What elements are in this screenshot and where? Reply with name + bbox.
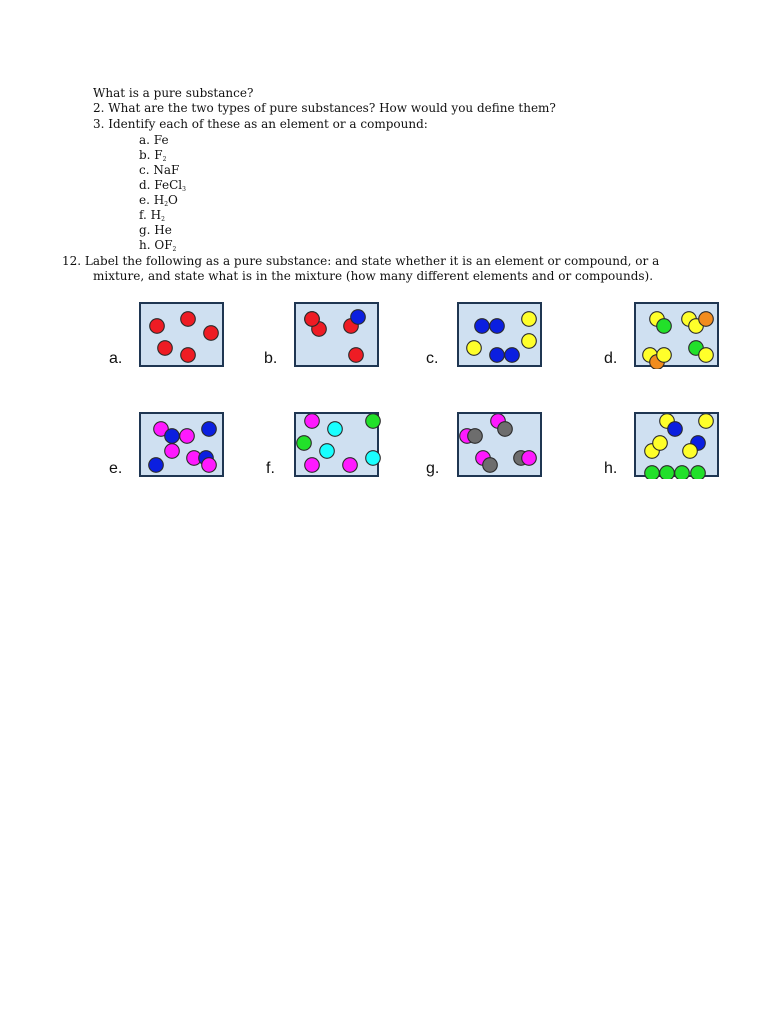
red-atom xyxy=(204,326,219,341)
question-3: 3. Identify each of these as an element or a compound: xyxy=(93,117,428,131)
q3-item-text: e. H xyxy=(139,193,165,207)
particle xyxy=(154,422,195,444)
particle xyxy=(650,312,672,334)
particle-diagram-a xyxy=(139,302,224,367)
particle xyxy=(149,458,164,473)
diagram-svg xyxy=(459,304,544,369)
diagram-svg xyxy=(141,414,226,479)
green-atom xyxy=(675,466,690,479)
magenta-atom xyxy=(180,429,195,444)
particle xyxy=(366,451,381,466)
red-atom xyxy=(181,312,196,327)
yellow-atom xyxy=(522,312,537,327)
green-atom xyxy=(657,319,672,334)
particle xyxy=(460,429,483,444)
particle xyxy=(522,312,537,327)
q3-item-text: f. H xyxy=(139,208,162,222)
particle xyxy=(204,326,219,341)
diagram-svg xyxy=(296,414,381,479)
yellow-atom xyxy=(467,341,482,356)
blue-atom xyxy=(490,319,505,334)
q3-item-c xyxy=(139,163,179,178)
particle xyxy=(514,451,537,466)
particle-diagram-e xyxy=(139,412,224,477)
diagram-label-b: b. xyxy=(264,350,278,367)
cyan-atom xyxy=(320,444,335,459)
diagram-label-a: a. xyxy=(109,350,123,367)
subscript: 2 xyxy=(172,246,177,253)
gray-atom xyxy=(483,458,498,473)
particle xyxy=(187,451,217,473)
q3-item-text: a. Fe xyxy=(139,133,169,147)
particle xyxy=(366,414,381,428)
particle xyxy=(645,436,668,459)
subscript: 2 xyxy=(164,201,169,208)
particle xyxy=(181,312,196,327)
particle xyxy=(683,436,706,459)
subscript: 2 xyxy=(162,156,167,163)
blue-atom xyxy=(202,422,217,437)
gray-atom xyxy=(468,429,483,444)
yellow-atom xyxy=(699,414,714,428)
yellow-atom xyxy=(657,348,672,363)
particle xyxy=(320,444,335,459)
diagram-label-h: h. xyxy=(604,460,618,477)
particle xyxy=(343,458,358,473)
blue-atom xyxy=(475,319,490,334)
diagram-svg xyxy=(459,414,544,479)
question-1: What is a pure substance? xyxy=(93,86,254,100)
green-atom xyxy=(660,466,675,479)
red-atom xyxy=(305,312,320,327)
blue-atom xyxy=(505,348,520,363)
particle xyxy=(328,422,343,437)
particle xyxy=(475,319,505,334)
magenta-atom xyxy=(165,444,180,459)
particle xyxy=(158,341,173,356)
particle-diagram-g xyxy=(457,412,542,477)
blue-atom xyxy=(351,310,366,325)
particle-diagram-d xyxy=(634,302,719,367)
particle xyxy=(689,341,714,363)
magenta-atom xyxy=(305,458,320,473)
question-12-line-2: mixture, and state what is in the mixture (how many different elements and or compounds). xyxy=(93,269,654,283)
magenta-atom xyxy=(522,451,537,466)
magenta-atom xyxy=(343,458,358,473)
particle xyxy=(202,422,217,437)
particle xyxy=(645,466,706,479)
cyan-atom xyxy=(366,451,381,466)
q3-item-text: b. F xyxy=(139,148,163,162)
particle xyxy=(643,348,672,369)
diagram-label-c: c. xyxy=(426,350,439,367)
diagram-label-f: f. xyxy=(266,460,275,477)
diagram-svg xyxy=(636,304,721,369)
diagram-svg xyxy=(296,304,381,369)
particle xyxy=(490,348,520,363)
gray-atom xyxy=(498,422,513,437)
q3-item-text-after: O xyxy=(168,193,178,207)
particle xyxy=(522,334,537,349)
particle xyxy=(476,451,498,473)
particle xyxy=(467,341,482,356)
green-atom xyxy=(645,466,660,479)
diagram-label-g: g. xyxy=(426,460,440,477)
particle xyxy=(181,348,196,363)
question-12-line-1: 12. Label the following as a pure substance: and state whether it is an element or compound, or a xyxy=(62,254,660,268)
subscript: 2 xyxy=(161,216,165,223)
q3-item-text: h. OF xyxy=(139,238,173,252)
subscript: 3 xyxy=(182,186,186,193)
diagram-svg xyxy=(141,304,226,369)
particle xyxy=(150,319,165,334)
green-atom xyxy=(297,436,312,451)
red-atom xyxy=(349,348,364,363)
magenta-atom xyxy=(202,458,217,473)
yellow-atom xyxy=(699,348,714,363)
q3-item-a xyxy=(139,133,169,148)
yellow-atom xyxy=(683,444,698,459)
q3-item-text: g. He xyxy=(139,223,172,237)
red-atom xyxy=(150,319,165,334)
orange-atom xyxy=(699,312,714,327)
particle xyxy=(491,414,513,436)
diagram-label-d: d. xyxy=(604,350,618,367)
particle xyxy=(305,312,320,327)
particle xyxy=(305,458,320,473)
q3-item-text: d. FeCl xyxy=(139,178,183,192)
particle-diagram-f xyxy=(294,412,379,477)
blue-atom xyxy=(668,422,683,437)
blue-atom xyxy=(149,458,164,473)
green-atom xyxy=(691,466,706,479)
particle xyxy=(349,348,364,363)
q3-item-g xyxy=(139,223,172,238)
particle xyxy=(297,436,312,451)
yellow-atom xyxy=(522,334,537,349)
particle xyxy=(682,312,714,334)
particle xyxy=(660,414,714,436)
particle xyxy=(344,310,366,334)
particle-diagram-h xyxy=(634,412,719,477)
green-atom xyxy=(366,414,381,428)
cyan-atom xyxy=(328,422,343,437)
particle-diagram-b xyxy=(294,302,379,367)
blue-atom xyxy=(165,429,180,444)
blue-atom xyxy=(490,348,505,363)
red-atom xyxy=(181,348,196,363)
diagram-label-e: e. xyxy=(109,460,123,477)
yellow-atom xyxy=(653,436,668,451)
particle xyxy=(305,414,320,428)
question-2: 2. What are the two types of pure substances? How would you define them? xyxy=(93,101,556,115)
magenta-atom xyxy=(305,414,320,428)
q3-item-text: c. NaF xyxy=(139,163,180,177)
red-atom xyxy=(158,341,173,356)
diagram-svg xyxy=(636,414,721,479)
particle-diagram-c xyxy=(457,302,542,367)
particle xyxy=(165,444,180,459)
